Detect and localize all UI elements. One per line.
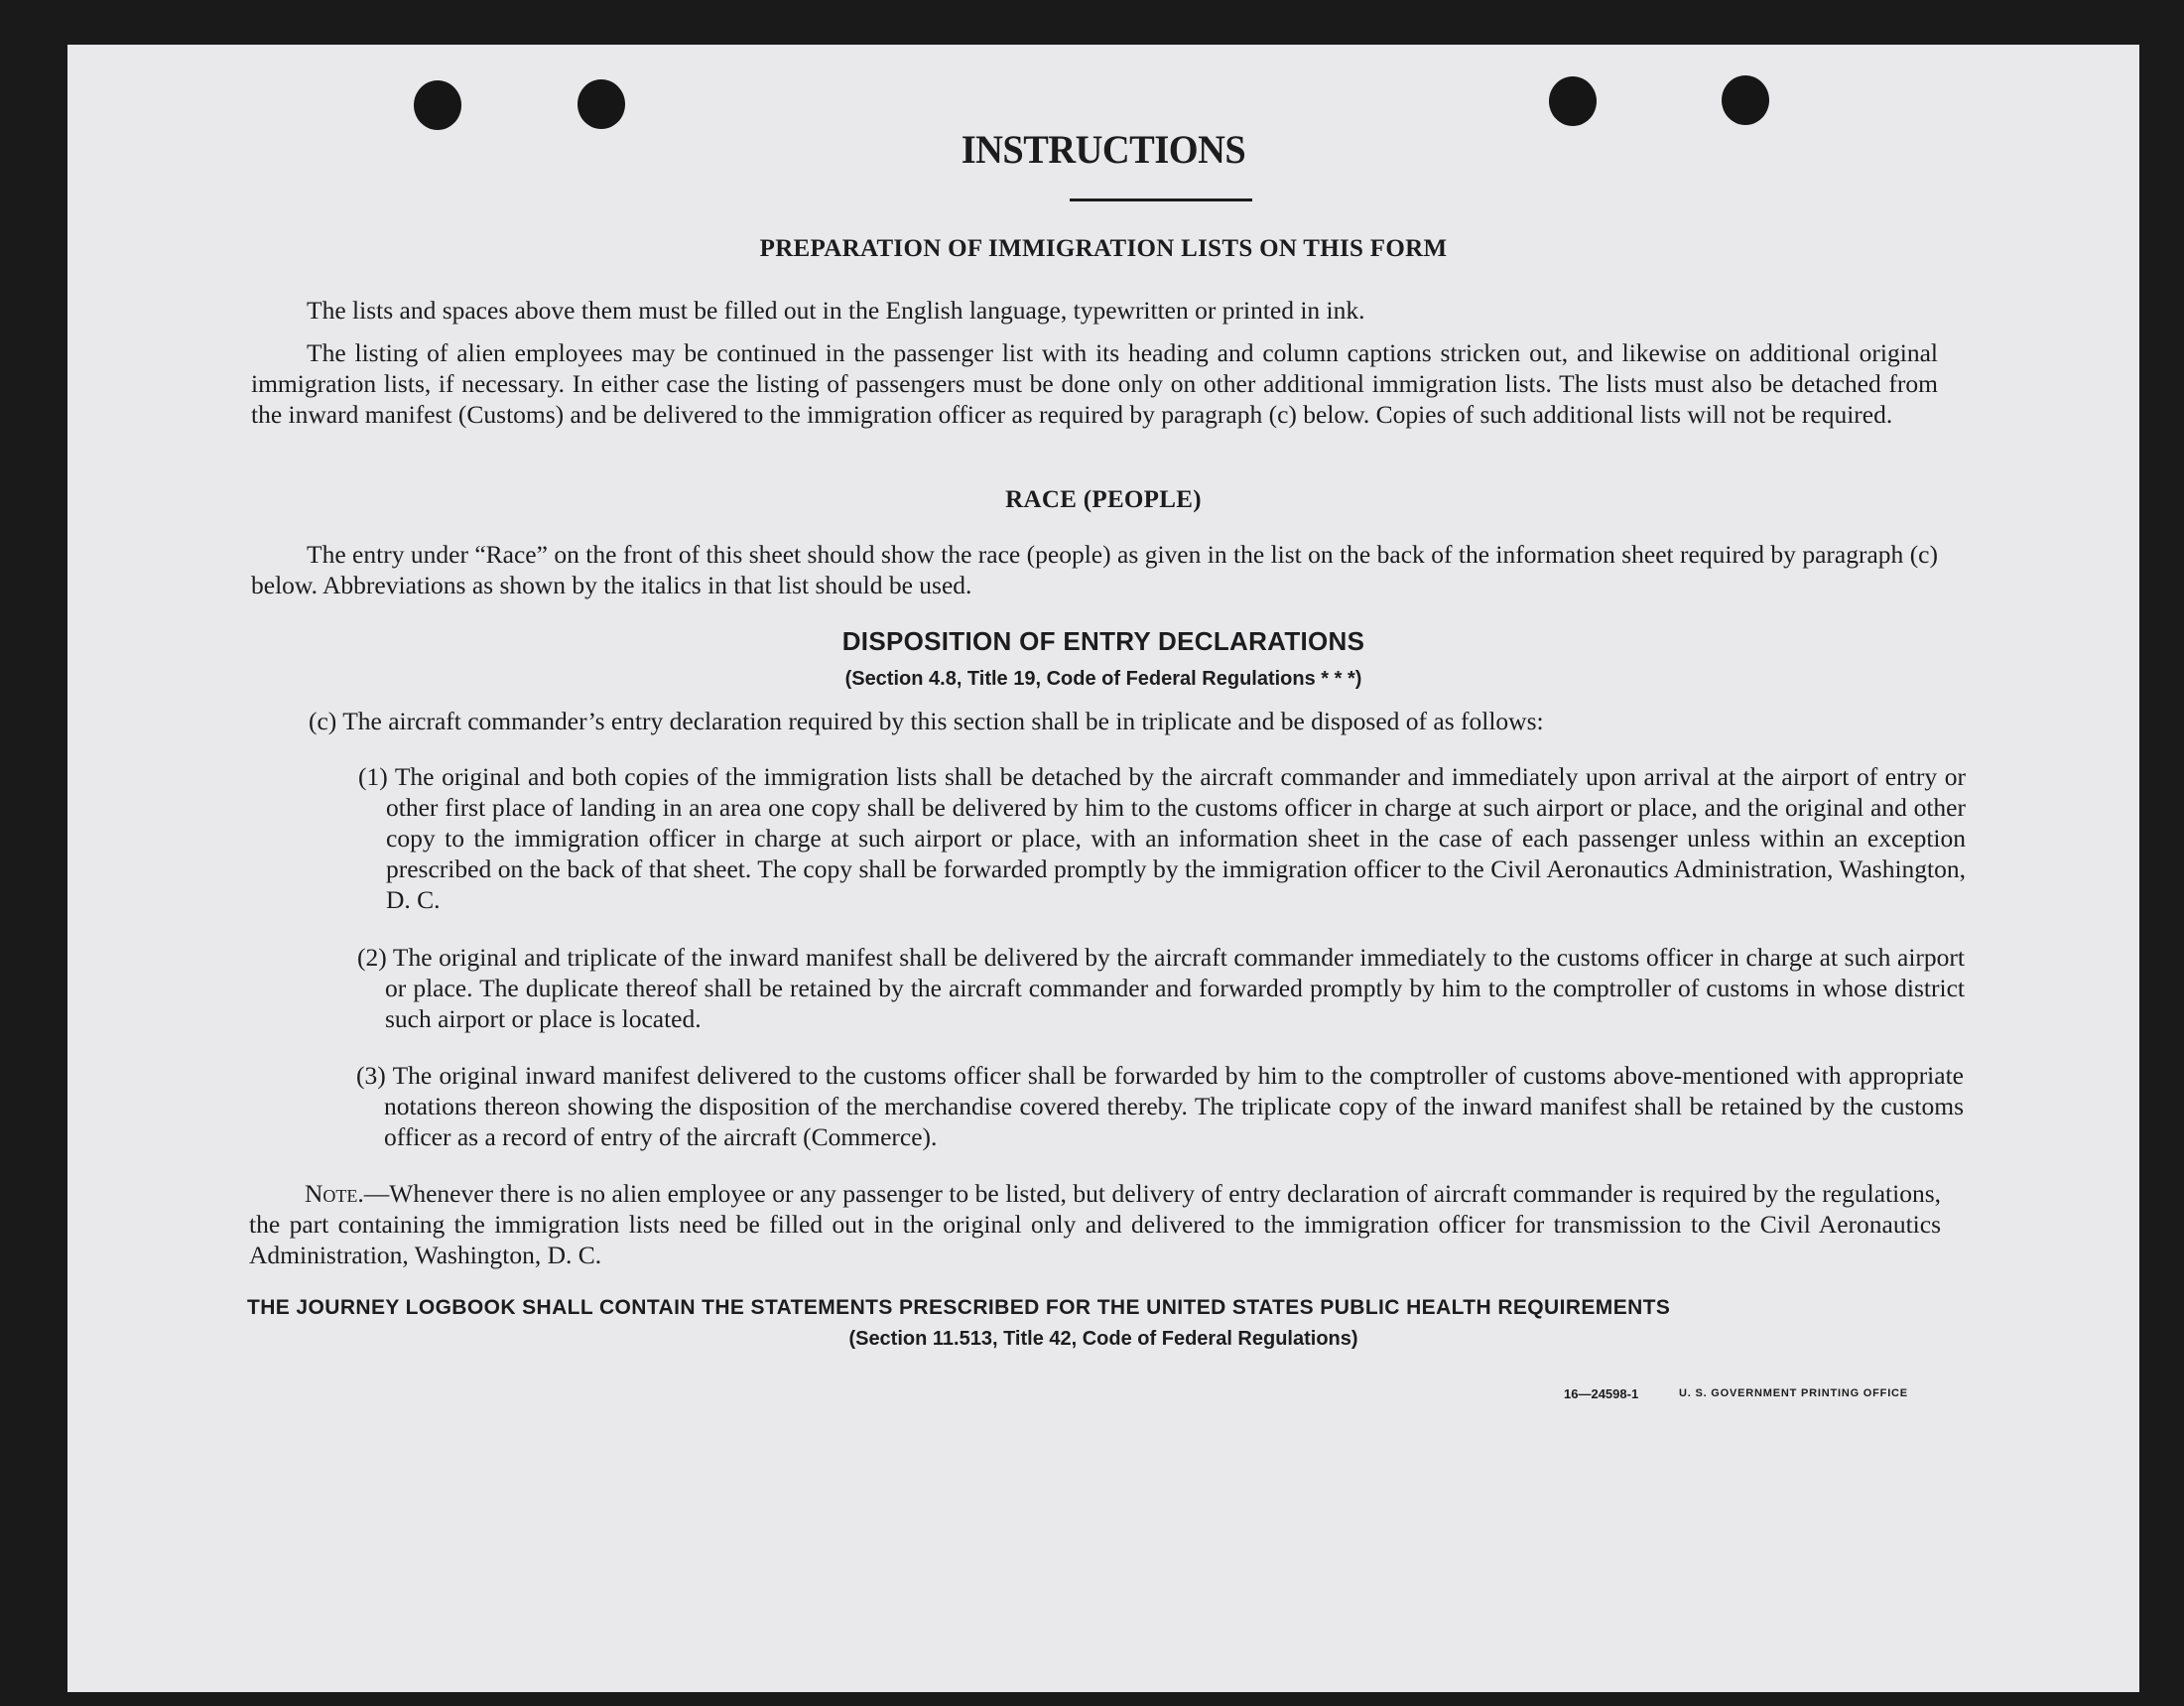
note-paragraph	[249, 1178, 1941, 1270]
punch-hole	[1722, 75, 1769, 125]
title-underline	[1070, 198, 1252, 201]
health-requirements-line: THE JOURNEY LOGBOOK SHALL CONTAIN THE STATEMENTS PRESCRIBED FOR THE UNITED STATES PUBLIC HEALTH REQUIREMENTS	[247, 1296, 1671, 1319]
note-text: —Whenever there is no alien employee or any passenger to be listed, but delivery of entry declaration of aircraft commander is required by the regulations, the part containing the immigration lists need be filled out in the original only and delivered to the immigration officer for transmission to the Civil Aeronautics Administration, Washington, D. C.	[249, 1179, 1941, 1269]
citation-title-42: (Section 11.513, Title 42, Code of Federal Regulations)	[848, 1328, 1358, 1350]
note-label: Note.	[305, 1179, 364, 1208]
paragraph-alien-employees: The listing of alien employees may be continued in the passenger list with its heading and column captions stricken out, and likewise on additional original immigration lists, if necessary. In either case the listing of passengers must be done only on other additional immigration lists. The lists must also be detached from the inward manifest (Customs) and be delivered to the immigration officer as required by paragraph (c) below. Copies of such additional lists will not be required.	[251, 338, 1938, 429]
punch-hole	[578, 79, 625, 129]
printer-imprint: U. S. GOVERNMENT PRINTING OFFICE	[1679, 1387, 1908, 1399]
paragraph-c-intro: (c) The aircraft commander’s entry declaration required by this section shall be in triplicate and be disposed of as follows:	[309, 707, 1544, 735]
document-page	[67, 45, 2139, 1692]
section-heading-preparation: PREPARATION OF IMMIGRATION LISTS ON THIS FORM	[759, 235, 1448, 262]
list-item: (1) The original and both copies of the immigration lists shall be detached by the aircraft commander and immediately upon arrival at the airport of entry or other first place of landing in an area one copy shall be delivered by him to the customs officer in charge at such airport or place, and the original and other copy to the immigration officer in charge at such airport or place, with an information sheet in the case of each passenger unless within an exception prescribed on the back of that sheet. The copy shall be forwarded promptly by the immigration officer to the Civil Aeronautics Administration, Washington, D. C.	[358, 762, 1966, 914]
citation-title-19: (Section 4.8, Title 19, Code of Federal Regulations * * *)	[844, 668, 1362, 690]
form-code: 16—24598-1	[1564, 1386, 1639, 1401]
punch-hole	[414, 80, 461, 130]
punch-hole	[1549, 76, 1597, 126]
section-heading-race: RACE (PEOPLE)	[1005, 486, 1202, 513]
paragraph-race: The entry under “Race” on the front of this sheet should show the race (people) as given in the list on the back of the information sheet required by paragraph (c) below. Abbreviations as shown by the italics in that list should be used.	[251, 540, 1938, 599]
paragraph-language: The lists and spaces above them must be filled out in the English language, typewritten or printed in ink.	[307, 296, 1365, 325]
list-item: (2) The original and triplicate of the inward manifest shall be delivered by the aircraft commander immediately to the customs officer in charge at such airport or place. The duplicate thereof shall be retained by the aircraft commander and forwarded promptly by him to the comptroller of customs in whose district such airport or place is located.	[357, 943, 1965, 1033]
list-item: (3) The original inward manifest delivered to the customs officer shall be forwarded by him to the comptroller of customs above-mentioned with appropriate notations thereon showing the disposition of the merchandise covered thereby. The triplicate copy of the inward manifest shall be retained by the customs officer as a record of entry of the aircraft (Commerce).	[356, 1061, 1964, 1151]
page-title: INSTRUCTIONS	[961, 127, 1246, 172]
section-heading-disposition: DISPOSITION OF ENTRY DECLARATIONS	[841, 626, 1365, 656]
